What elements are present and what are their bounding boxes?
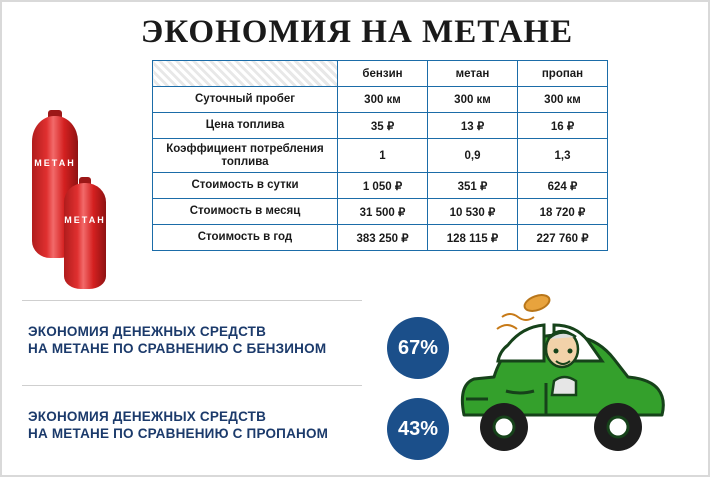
row-label: Суточный пробег [153, 87, 338, 113]
table-row [153, 113, 608, 139]
summary-line-2: НА МЕТАНЕ ПО СРАВНЕНИЮ С БЕНЗИНОМ [28, 341, 327, 356]
row-value-benzin: 1 050 ₽ [338, 173, 428, 199]
table-row [153, 87, 608, 113]
divider-bottom [22, 385, 362, 386]
table-row [153, 225, 608, 251]
comparison-table [152, 60, 608, 251]
row-value-metan: 0,9 [428, 139, 518, 173]
row-value-propan: 300 км [518, 87, 608, 113]
row-value-propan: 227 760 ₽ [518, 225, 608, 251]
summary-line-1: ЭКОНОМИЯ ДЕНЕЖНЫХ СРЕДСТВ [28, 409, 267, 424]
summary-badge-propan: 43% [387, 398, 449, 460]
summary-text-propan [28, 408, 358, 442]
cylinder-large-label: МЕТАН [34, 158, 76, 168]
table-row [153, 173, 608, 199]
row-value-metan: 351 ₽ [428, 173, 518, 199]
row-value-metan: 13 ₽ [428, 113, 518, 139]
summary-badge-benzin: 67% [387, 317, 449, 379]
cylinder-small-label: МЕТАН [64, 215, 106, 225]
table-row [153, 139, 608, 173]
comparison-table-wrapper [152, 60, 607, 251]
row-label: Стоимость в месяц [153, 199, 338, 225]
row-value-metan: 128 115 ₽ [428, 225, 518, 251]
row-label: Стоимость в год [153, 225, 338, 251]
row-value-benzin: 300 км [338, 87, 428, 113]
cylinder-small-body [64, 183, 106, 289]
page-title: ЭКОНОМИЯ НА МЕТАНЕ [140, 14, 574, 50]
row-value-propan: 1,3 [518, 139, 608, 173]
row-value-metan: 10 530 ₽ [428, 199, 518, 225]
table-header-benzin: бензин [338, 61, 428, 87]
row-label: Цена топлива [153, 113, 338, 139]
row-label: Коэффициент потребления топлива [153, 139, 338, 173]
table-header-metan: метан [428, 61, 518, 87]
row-value-propan: 18 720 ₽ [518, 199, 608, 225]
row-value-benzin: 31 500 ₽ [338, 199, 428, 225]
row-value-propan: 624 ₽ [518, 173, 608, 199]
row-value-metan: 300 км [428, 87, 518, 113]
row-value-benzin: 383 250 ₽ [338, 225, 428, 251]
summary-text-benzin [28, 323, 358, 357]
table-header-propan: пропан [518, 61, 608, 87]
table-header-row [153, 61, 608, 87]
row-value-benzin: 35 ₽ [338, 113, 428, 139]
table-corner-cell [153, 61, 338, 87]
summary-line-1: ЭКОНОМИЯ ДЕНЕЖНЫХ СРЕДСТВ [28, 324, 267, 339]
car-illustration-icon [442, 287, 692, 467]
table-row [153, 199, 608, 225]
cylinder-small-icon [64, 177, 106, 289]
row-value-benzin: 1 [338, 139, 428, 173]
row-label: Стоимость в сутки [153, 173, 338, 199]
row-value-propan: 16 ₽ [518, 113, 608, 139]
summary-line-2: НА МЕТАНЕ ПО СРАВНЕНИЮ С ПРОПАНОМ [28, 426, 329, 441]
divider-top [22, 300, 362, 301]
